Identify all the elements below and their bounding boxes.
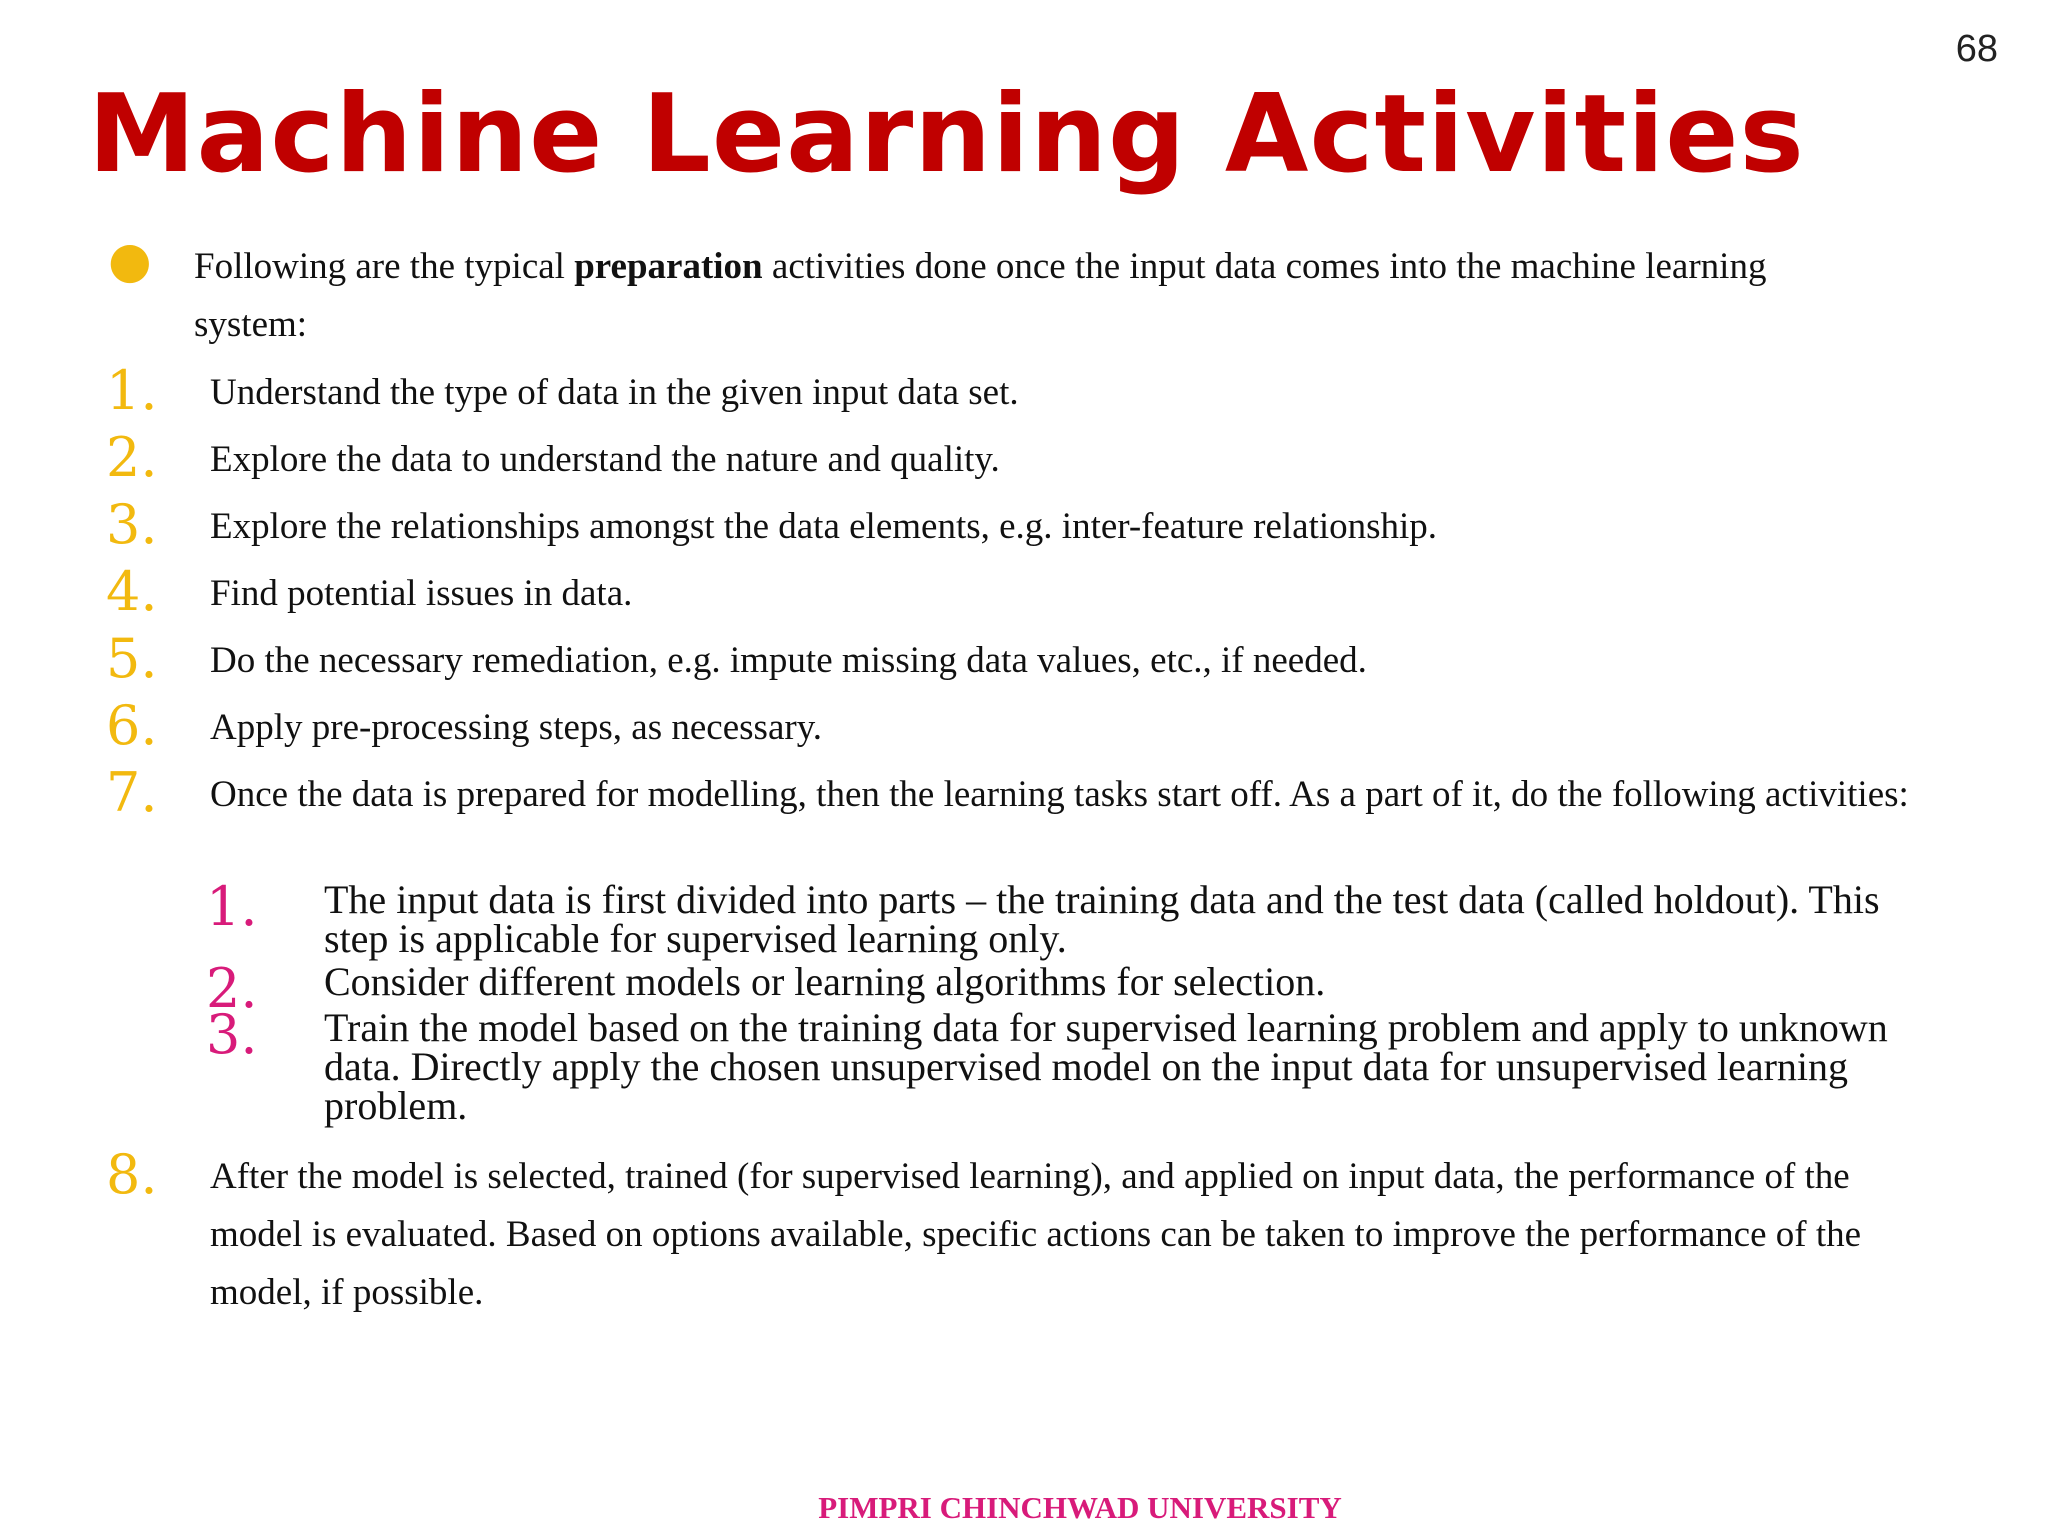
sub-item-text: Train the model based on the training data for supervised learning problem and apply to unknown data. Directly apply the chosen unsupervised model on the input data for unsupervised learning problem. — [324, 1005, 1888, 1128]
item-number: 8. — [106, 1143, 158, 1206]
slide-title: Machine Learning Activities — [88, 72, 1805, 197]
list-item — [106, 359, 1926, 422]
list-item — [106, 493, 1926, 556]
item-number: 5. — [106, 627, 158, 690]
intro-text: Following are the typical preparation activities done once the input data comes into the machine learning system: — [194, 246, 1767, 345]
list-item — [106, 560, 1926, 623]
item-number: 1. — [106, 359, 158, 422]
sub-item-number: 3. — [206, 1003, 258, 1066]
list-item — [106, 426, 1926, 489]
item-text: Understand the type of data in the given input data set. — [210, 372, 1019, 413]
footer-university-name: PIMPRI CHINCHWAD UNIVERSITY — [818, 1490, 1342, 1525]
item-text: Explore the data to understand the nature and quality. — [210, 439, 1000, 480]
sub-list-item — [206, 875, 1906, 961]
intro-bold-word: preparation — [574, 246, 763, 287]
item-text: Do the necessary remediation, e.g. impute missing data values, etc., if needed. — [210, 640, 1367, 681]
intro-bullet — [108, 231, 1868, 354]
sub-list-item — [206, 957, 1906, 1020]
bullet-dot-icon: ● — [108, 231, 152, 289]
item-text: Apply pre-processing steps, as necessary. — [210, 707, 823, 748]
item-text: Once the data is prepared for modelling, then the learning tasks start off. As a part of it, do the following activities: — [210, 774, 1909, 815]
sub-list-item — [206, 1003, 1906, 1128]
sub-item-text: The input data is first divided into parts – the training data and the test data (called holdout). This step is applicable for supervised learning only. — [324, 877, 1880, 961]
list-item — [106, 761, 1926, 824]
item-text: Find potential issues in data. — [210, 573, 633, 614]
list-item — [106, 627, 1926, 690]
item-text: Explore the relationships amongst the data elements, e.g. inter-feature relationship. — [210, 506, 1438, 547]
list-item — [106, 694, 1926, 757]
list-item — [106, 1143, 1926, 1322]
sub-item-number: 1. — [206, 875, 258, 938]
sub-item-text: Consider different models or learning algorithms for selection. — [324, 959, 1326, 1004]
item-number: 7. — [106, 761, 158, 824]
item-number: 3. — [106, 493, 158, 556]
item-number: 6. — [106, 694, 158, 757]
sub-item-number: 2. — [206, 957, 258, 1020]
page-number: 68 — [1955, 28, 1998, 70]
item-number: 4. — [106, 560, 158, 623]
item-text: After the model is selected, trained (for supervised learning), and applied on input data, the performance of the model is evaluated. Based on options available, specific actions can be taken to improve the performance of the model, if possible. — [210, 1156, 1862, 1313]
item-number: 2. — [106, 426, 158, 489]
